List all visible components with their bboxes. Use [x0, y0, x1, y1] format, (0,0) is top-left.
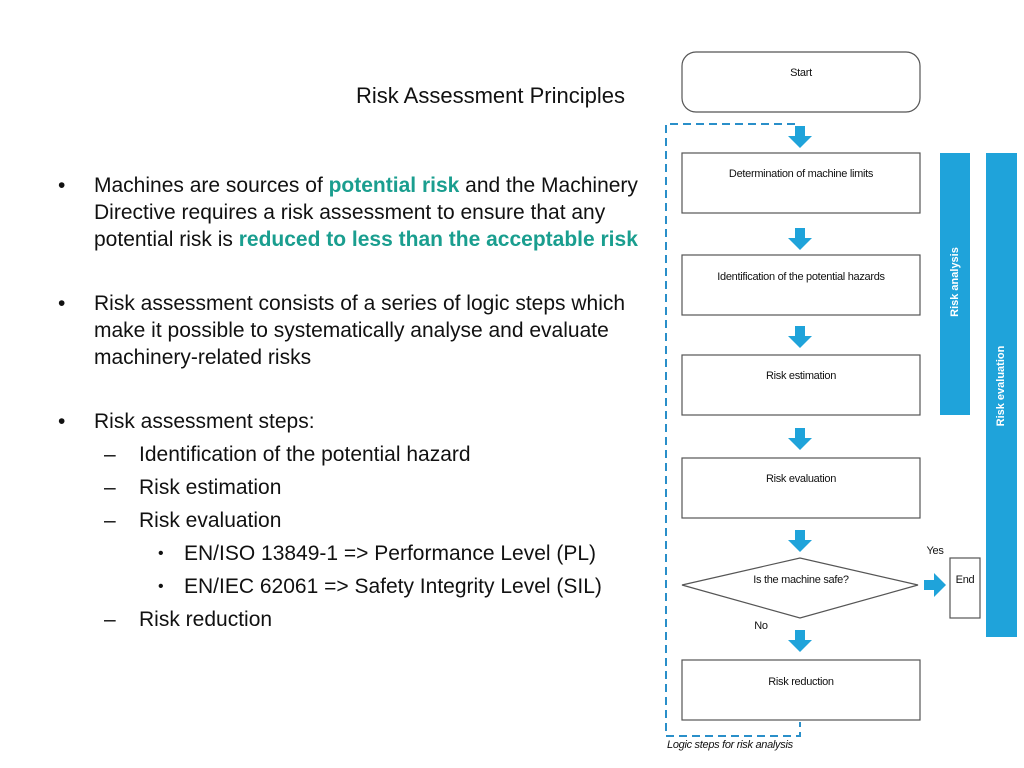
process-box — [682, 355, 920, 415]
page-title: Risk Assessment Principles — [356, 83, 625, 108]
right-arrow — [924, 573, 946, 597]
end-label: End — [955, 574, 975, 586]
sub-bullet-text: Risk reduction — [139, 608, 273, 631]
diagram-caption: Logic steps for risk analysis — [667, 739, 793, 751]
down-arrow — [788, 326, 812, 348]
down-arrow — [788, 126, 812, 148]
risk-evaluation-label: Risk evaluation — [995, 345, 1007, 427]
dashed-frame — [666, 124, 800, 736]
step-label: Risk evaluation — [765, 473, 837, 485]
process-box — [682, 153, 920, 213]
process-box — [682, 255, 920, 315]
down-arrow — [788, 228, 812, 250]
start-label: Start — [790, 67, 812, 79]
highlight-text: potential risk — [328, 174, 460, 197]
bullet-text: Risk assessment consists of a series of logic steps which make it possible to systematically analyse and evaluate machinery-related risks — [94, 292, 626, 369]
bullet-text: Risk assessment steps: — [94, 410, 315, 433]
step-label: Risk estimation — [765, 370, 837, 382]
sub-sub-bullet-text: EN/IEC 62061 => Safety Integrity Level (SIL) — [184, 575, 602, 598]
down-arrow — [788, 428, 812, 450]
sub-bullet-text: Identification of the potential hazard — [139, 443, 471, 466]
step-label: Risk reduction — [768, 676, 834, 688]
down-arrow — [788, 630, 812, 652]
start-terminal — [682, 52, 920, 112]
no-label: No — [754, 620, 768, 632]
dash-marker: – — [104, 476, 116, 499]
bullet-marker: • — [58, 410, 66, 433]
bullet-marker: • — [58, 174, 66, 197]
bullet-marker: • — [58, 292, 66, 315]
sub-sub-bullet-text: EN/ISO 13849-1 => Performance Level (PL) — [184, 542, 597, 565]
end-box — [950, 558, 980, 618]
bullet-text: Machines are sources of — [94, 174, 329, 197]
sub-bullet-text: Risk estimation — [139, 476, 282, 499]
dash-marker: – — [104, 608, 116, 631]
dash-marker: – — [104, 509, 116, 532]
yes-label: Yes — [926, 545, 944, 557]
bullet-marker: • — [158, 545, 164, 562]
bullet-text: and the Machinery Directive requires a risk assessment to ensure that any potential risk is — [94, 174, 638, 251]
highlight-text: reduced to less than the acceptable risk — [238, 228, 638, 251]
dash-marker: – — [104, 443, 116, 466]
decision-diamond — [682, 558, 918, 618]
bullet-marker: • — [158, 578, 164, 595]
step-label: Identification of the potential hazards — [717, 271, 885, 283]
risk-analysis-label: Risk analysis — [949, 247, 961, 317]
process-box — [682, 660, 920, 720]
down-arrow — [788, 530, 812, 552]
step-label: Determination of machine limits — [728, 168, 874, 180]
decision-label: Is the machine safe? — [753, 574, 849, 586]
sub-bullet-text: Risk evaluation — [139, 509, 282, 532]
process-box — [682, 458, 920, 518]
